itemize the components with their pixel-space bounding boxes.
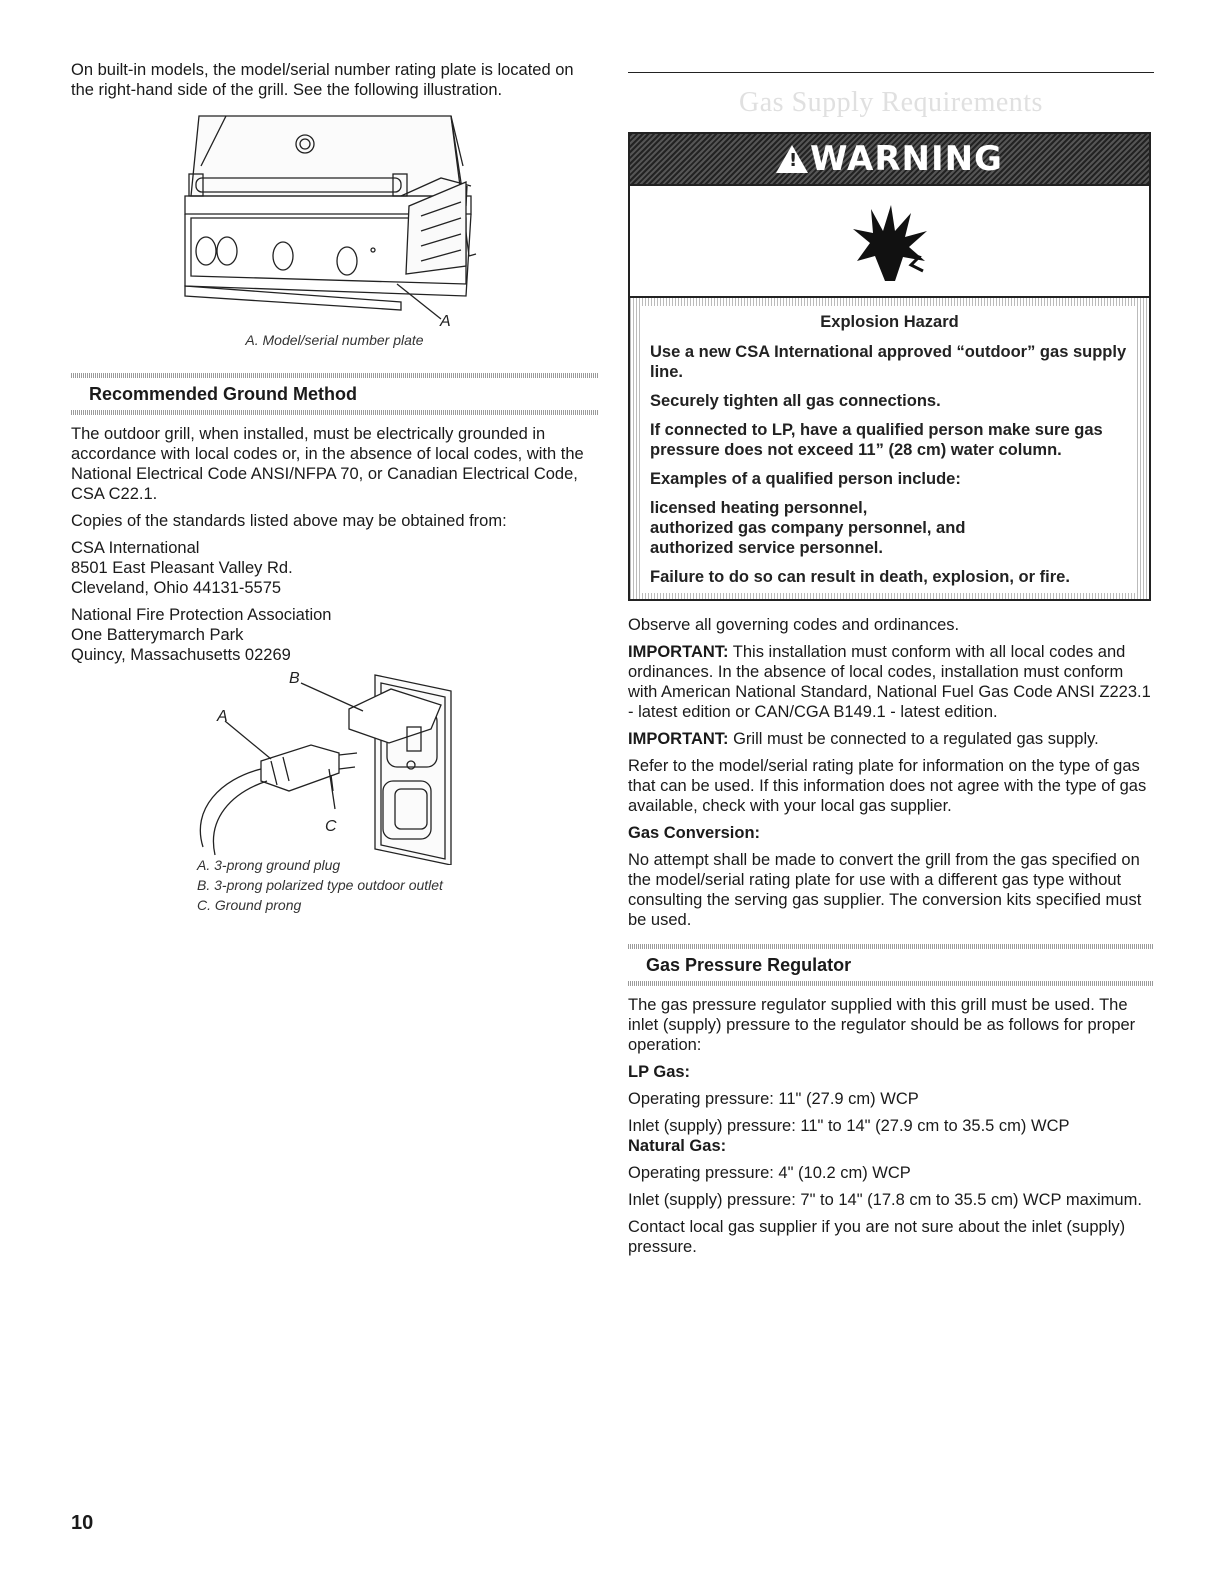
warning-banner (628, 132, 1151, 186)
plug-callout-a: A (217, 708, 228, 725)
address-line: One Batterymarch Park (71, 626, 244, 644)
address-line: 8501 East Pleasant Valley Rd. (71, 559, 293, 577)
grill-callout-a: A (440, 313, 451, 328)
explosion-symbol-area (628, 186, 1151, 296)
hatch-divider (71, 410, 598, 415)
warning-triangle-icon: ! (776, 145, 808, 173)
conversion-label: Gas Conversion: (628, 824, 761, 842)
warning-line: Examples of a qualified person include: (650, 470, 961, 488)
warning-box (628, 132, 1151, 601)
ng-inlet: Inlet (supply) pressure: 7" to 14" (17.8 cm to 35.5 cm) WCP maximum. (628, 1191, 1142, 1209)
plug-callout-c: C (325, 818, 337, 835)
important-text: This installation must conform with all local codes and ordinances. In the absence of local codes, installation must conform with American National Standard, National Fuel Gas Code ANSI Z223.1 - latest edition or CAN/CGA B149.1 - latest edition. (628, 643, 1151, 721)
regulator-heading-block (628, 944, 1154, 986)
observe-paragraph: Observe all governing codes and ordinances. (628, 616, 960, 634)
plug-caption: A. 3-prong ground plug (197, 857, 341, 873)
warning-title: WARNING (810, 139, 1003, 179)
csa-address (71, 538, 598, 598)
top-rule (628, 72, 1154, 73)
warning-line: Failure to do so can result in death, explosion, or fire. (650, 568, 1070, 586)
address-line: Cleveland, Ohio 44131-5575 (71, 579, 282, 597)
plug-callout-b: B (289, 670, 300, 687)
lp-label: LP Gas: (628, 1063, 691, 1081)
conversion-paragraph: No attempt shall be made to convert the grill from the gas specified on the model/serial rating plate for use with a different gas type without consulting the serving gas supplier. The conversion kits specified must be used. (628, 851, 1142, 929)
left-column (71, 0, 598, 915)
warning-line: licensed heating personnel, (650, 499, 868, 517)
address-line: National Fire Protection Association (71, 606, 332, 624)
ng-label: Natural Gas: (628, 1137, 727, 1155)
regulator-paragraph: The gas pressure regulator supplied with this grill must be used. The inlet (supply) pressure to the regulator should be as follows for proper operation: (628, 996, 1136, 1054)
grill-illustration (71, 106, 598, 328)
important2-paragraph (628, 729, 1154, 749)
right-column (628, 0, 1154, 1257)
grill-caption: A. Model/serial number plate (245, 332, 424, 348)
hatch-divider (628, 981, 1154, 986)
plug-illustration (71, 669, 598, 865)
regulator-heading: Gas Pressure Regulator (646, 955, 852, 975)
important-label: IMPORTANT: (628, 643, 729, 661)
intro-paragraph: On built-in models, the model/serial number rating plate is located on the right-hand side of the grill. See the following illustration. (71, 61, 574, 99)
contact-paragraph: Contact local gas supplier if you are not sure about the inlet (supply) pressure. (628, 1218, 1126, 1256)
warning-line: Use a new CSA International approved “outdoor” gas supply line. (650, 343, 1127, 381)
grill-drawing (71, 106, 598, 328)
warning-line: authorized gas company personnel, and (650, 519, 966, 537)
important-label: IMPORTANT: (628, 730, 729, 748)
refer-paragraph: Refer to the model/serial rating plate for information on the type of gas that can be used. If this information does not agree with the type of gas available, check with your local gas supplier. (628, 757, 1147, 815)
lp-inlet: Inlet (supply) pressure: 11" to 14" (27.9 cm to 35.5 cm) WCP (628, 1117, 1070, 1135)
nfpa-address (71, 605, 598, 665)
important-text: Grill must be connected to a regulated gas supply. (728, 730, 1099, 748)
warning-line: Securely tighten all gas connections. (650, 392, 941, 410)
important1-paragraph (628, 642, 1154, 722)
ground-paragraph: The outdoor grill, when installed, must be electrically grounded in accordance with local codes or, in the absence of local codes, with the National Electrical Code ANSI/NFPA 70, or Canadian Electrical Code, CSA C22.1. (71, 425, 584, 503)
ground-heading: Recommended Ground Method (89, 384, 358, 404)
address-line: Quincy, Massachusetts 02269 (71, 646, 291, 664)
ground-heading-block (71, 373, 598, 415)
ng-operating: Operating pressure: 4" (10.2 cm) WCP (628, 1164, 911, 1182)
plug-drawing (71, 669, 598, 865)
section-title: Gas Supply Requirements (739, 87, 1043, 118)
warning-line: If connected to LP, have a qualified person make sure gas pressure does not exceed 11” (28 cm) water column. (650, 421, 1103, 459)
page-number: 10 (71, 1512, 94, 1534)
plug-caption: B. 3-prong polarized type outdoor outlet (197, 877, 443, 893)
copies-paragraph: Copies of the standards listed above may be obtained from: (71, 512, 507, 530)
warning-body (628, 296, 1151, 601)
explosion-icon (845, 201, 935, 281)
warning-line: authorized service personnel. (650, 539, 883, 557)
plug-caption: C. Ground prong (197, 897, 302, 913)
address-line: CSA International (71, 539, 200, 557)
hazard-title: Explosion Hazard (820, 313, 959, 331)
lp-operating: Operating pressure: 11" (27.9 cm) WCP (628, 1090, 919, 1108)
